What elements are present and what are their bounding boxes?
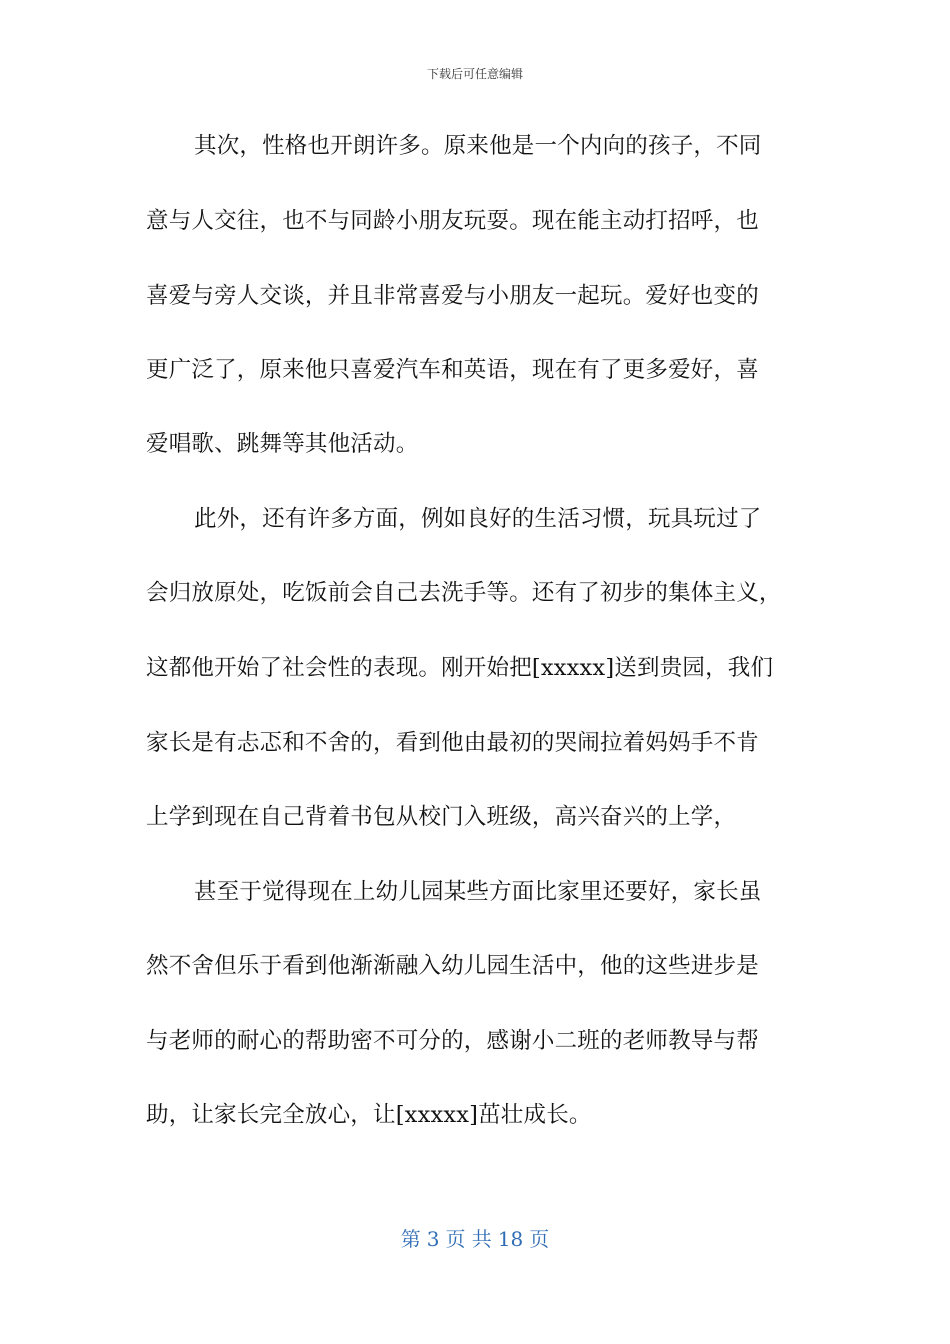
paragraph-line: 甚至于觉得现在上幼儿园某些方面比家里还要好，家长虽 (194, 879, 762, 905)
page-number: 3 (426, 1227, 440, 1251)
paragraph-line: 爱唱歌、跳舞等其他活动。 (146, 431, 419, 457)
paragraph-line: 其次，性格也开朗许多。原来他是一个内向的孩子，不同 (194, 133, 762, 159)
paragraph-line: 然不舍但乐于看到他渐渐融入幼儿园生活中，他的这些进步是 (146, 953, 759, 979)
page-footer (0, 1226, 950, 1252)
paragraph-line: 助，让家长完全放心，让[xxxxx]茁壮成长。 (146, 1102, 592, 1128)
total-pages: 18 (497, 1227, 524, 1251)
paragraph-line: 上学到现在自己背着书包从校门入班级，高兴奋兴的上学， (146, 804, 737, 830)
footer-prefix: 第 (400, 1227, 421, 1251)
paragraph-line: 意与人交往，也不与同龄小朋友玩耍。现在能主动打招呼，也 (146, 208, 759, 234)
footer-middle: 页 共 (445, 1227, 492, 1251)
page-header: 下载后可任意编辑 (426, 67, 523, 81)
paragraph-line: 会归放原处，吃饭前会自己去洗手等。还有了初步的集体主义， (146, 580, 782, 606)
footer-suffix: 页 (529, 1227, 550, 1251)
paragraph-line: 家长是有忐忑和不舍的，看到他由最初的哭闹拉着妈妈手不肯 (146, 730, 759, 756)
paragraph-line: 更广泛了，原来他只喜爱汽车和英语，现在有了更多爱好，喜 (146, 357, 759, 383)
paragraph-line: 这都他开始了社会性的表现。刚开始把[xxxxx]送到贵园，我们 (146, 655, 774, 681)
paragraph-line: 喜爱与旁人交谈，并且非常喜爱与小朋友一起玩。爱好也变的 (146, 283, 759, 309)
paragraph-line: 与老师的耐心的帮助密不可分的，感谢小二班的老师教导与帮 (146, 1028, 759, 1054)
paragraph-line: 此外，还有许多方面，例如良好的生活习惯，玩具玩过了 (194, 506, 762, 532)
